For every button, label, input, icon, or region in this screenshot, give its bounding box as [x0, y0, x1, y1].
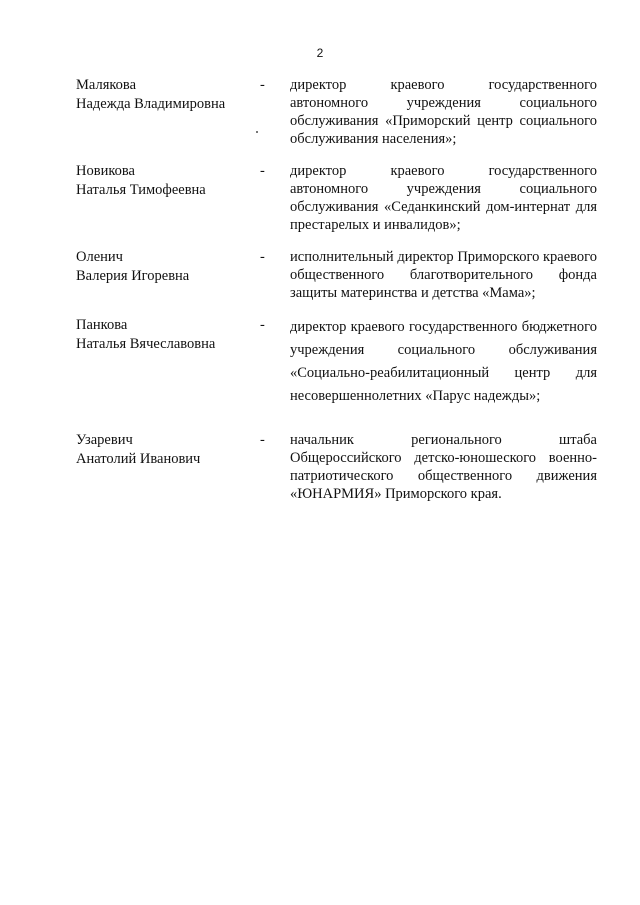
- member-surname: Оленич: [76, 249, 123, 265]
- member-name: [76, 431, 256, 469]
- member-given-names: Анатолий Иванович: [76, 451, 201, 467]
- member-given-names: Надежда Владимировна: [76, 96, 226, 112]
- member-position: директор краевого государственного автономного учреждения социального обслуживания «Седанкинский дом-интернат для престарелых и инвалидов»;: [290, 163, 597, 233]
- member-surname: Панкова: [76, 317, 128, 333]
- member-surname: Узаревич: [76, 432, 133, 448]
- separator-dash: -: [260, 249, 265, 265]
- member-name: [76, 316, 256, 354]
- member-given-names: Наталья Вячеславовна: [76, 336, 216, 352]
- separator-dash: -: [260, 317, 265, 333]
- member-position: директор краевого государственного автономного учреждения социального обслуживания «Приморский центр социального обслуживания населения»;: [290, 77, 597, 147]
- member-position: исполнительный директор Приморского краевого общественного благотворительного фонда защиты материнства и детства «Мама»;: [290, 249, 597, 301]
- member-name: [76, 162, 256, 200]
- page-number: 2: [316, 46, 324, 60]
- member-given-names: Наталья Тимофеевна: [76, 182, 206, 198]
- separator-dash: -: [260, 163, 265, 179]
- separator-dash: -: [260, 432, 265, 448]
- member-name: [76, 248, 256, 286]
- member-surname: Новикова: [76, 163, 135, 179]
- member-name: [76, 76, 256, 114]
- member-position: директор краевого государственного бюджетного учреждения социального обслуживания «Социально-реабилитационный центр для несовершеннолетних «Парус надежды»;: [290, 319, 597, 404]
- member-surname: Малякова: [76, 77, 137, 93]
- member-position: начальник регионального штаба Общероссийского детско-юношеского военно-патриотического общественного движения «ЮНАРМИЯ» Приморского края.: [290, 432, 597, 502]
- member-given-names: Валерия Игоревна: [76, 268, 190, 284]
- separator-dash: -: [260, 77, 265, 93]
- scan-speck: [256, 131, 258, 133]
